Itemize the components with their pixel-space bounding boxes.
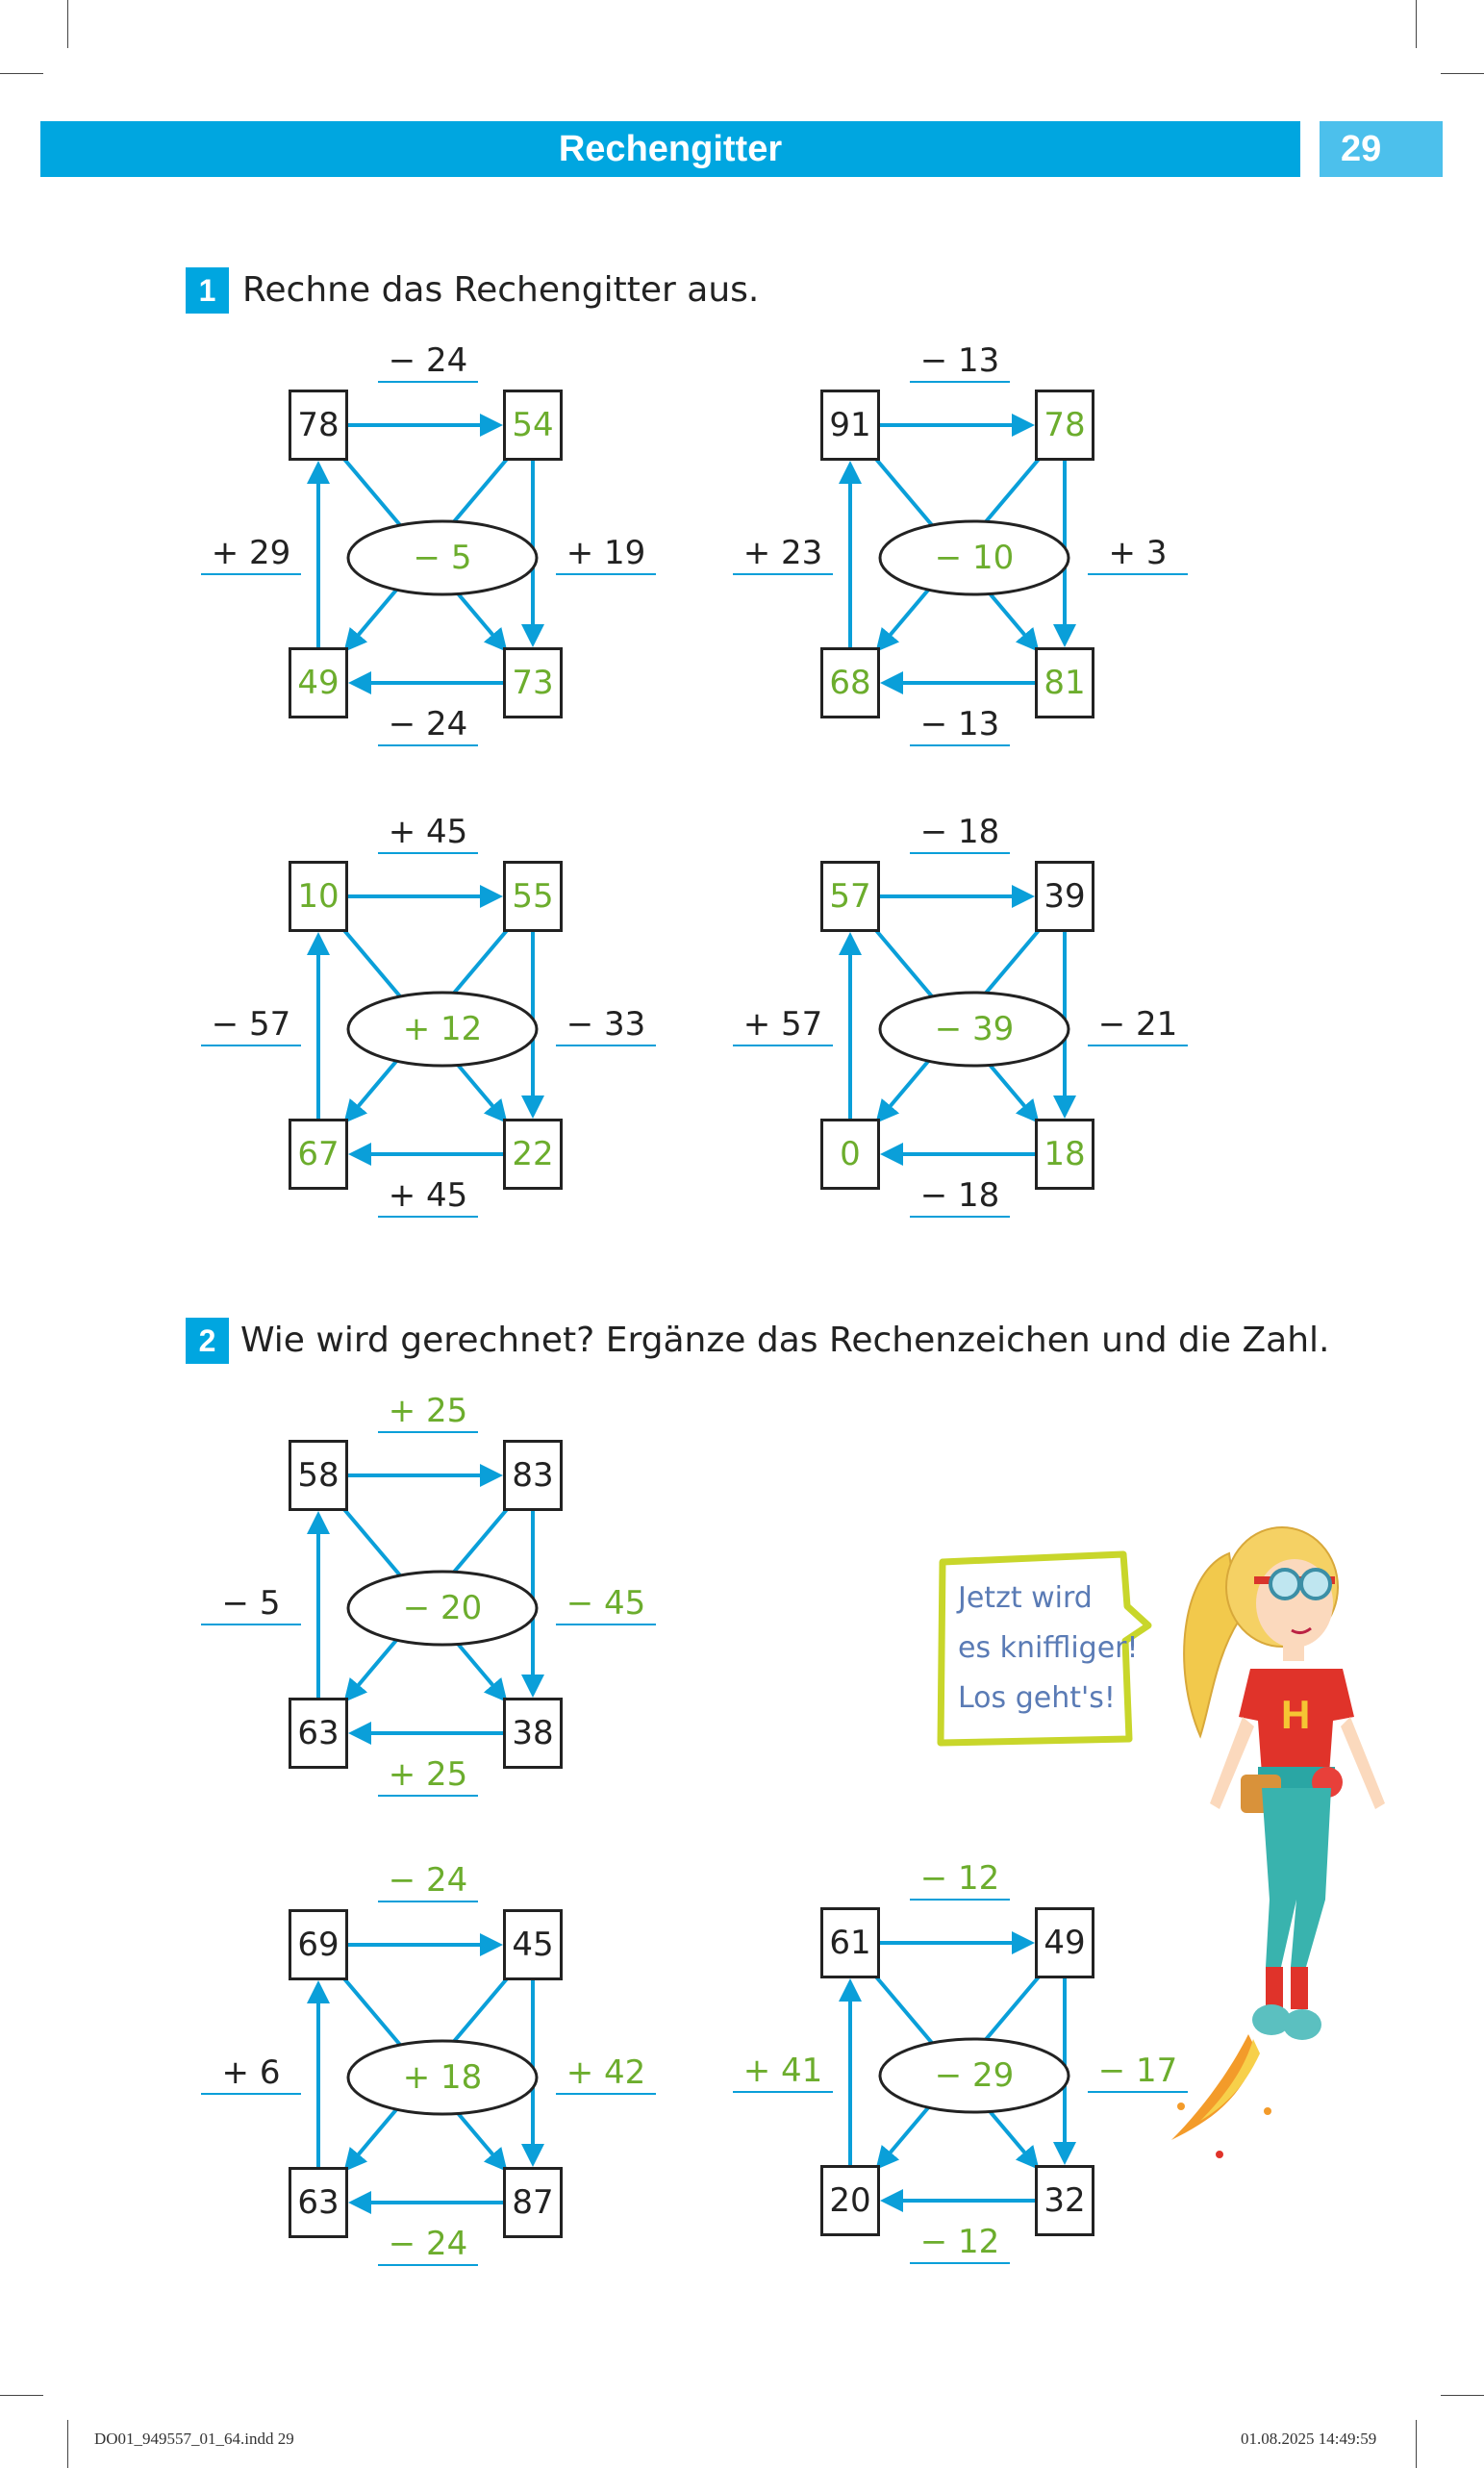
footer-file-label: DO01_949557_01_64.indd 29 [94,2430,294,2448]
number-box-bl: 63 [289,2167,348,2238]
right-operation-line: + 42 [556,2051,656,2095]
rechengitter-grid [729,1859,1229,2326]
number-box-tl: 61 [820,1907,880,1978]
girl-mascot-illustration [1162,1515,1421,2188]
task-1-number: 1 [186,267,229,314]
number-box-br: 32 [1035,2165,1094,2236]
crop-mark [0,2395,43,2396]
center-operation: − 39 [934,1010,1015,1048]
bottom-operation-line: − 18 [910,1173,1010,1218]
number-box-tl: 10 [289,861,348,932]
rechengitter-grid [729,813,1229,1279]
number-box-tl: 69 [289,1909,348,1980]
crop-mark [1441,2395,1484,2396]
crop-mark [1416,0,1417,48]
number-box-tr: 39 [1035,861,1094,932]
rechengitter-grid [197,1861,697,2328]
crop-mark [67,2420,68,2468]
task-2-instruction: Wie wird gerechnet? Ergänze das Rechenzeichen und die Zahl. [240,1321,1330,1360]
crop-mark [0,73,43,74]
number-box-bl: 63 [289,1698,348,1769]
number-box-tl: 78 [289,390,348,461]
center-operation: − 5 [413,539,472,577]
number-box-tl: 58 [289,1440,348,1511]
number-box-tr: 78 [1035,390,1094,461]
number-box-bl: 68 [820,647,880,718]
number-box-br: 38 [503,1698,563,1769]
footer-timestamp: 01.08.2025 14:49:59 [1241,2430,1377,2448]
number-box-br: 73 [503,647,563,718]
center-operation: − 10 [934,539,1015,577]
crop-mark [1441,73,1484,74]
top-operation-line: − 24 [378,339,478,383]
number-box-bl: 67 [289,1119,348,1190]
top-operation-line: − 18 [910,810,1010,854]
rechengitter-grid [197,1392,697,1858]
left-operation-line: + 41 [733,2049,833,2093]
number-box-tr: 45 [503,1909,563,1980]
number-box-bl: 0 [820,1119,880,1190]
rechengitter-grid [197,341,697,808]
speech-line: Los geht's! [958,1681,1116,1715]
right-operation-line: − 17 [1088,2049,1188,2093]
number-box-tr: 83 [503,1440,563,1511]
svg-text:H: H [1281,1692,1311,1737]
top-operation-line: + 45 [378,810,478,854]
bottom-operation-line: + 25 [378,1752,478,1797]
number-box-br: 81 [1035,647,1094,718]
left-operation-line: − 57 [201,1002,301,1046]
number-box-tl: 91 [820,390,880,461]
crop-mark [1416,2420,1417,2468]
center-operation: − 29 [934,2056,1015,2095]
number-box-bl: 49 [289,647,348,718]
bottom-operation-line: − 12 [910,2220,1010,2264]
rechengitter-grid [729,341,1229,808]
number-box-tr: 55 [503,861,563,932]
bottom-operation-line: + 45 [378,1173,478,1218]
task-2-number: 2 [186,1318,229,1364]
page-title-bar [40,121,1300,177]
number-box-br: 22 [503,1119,563,1190]
number-box-tr: 54 [503,390,563,461]
left-operation-line: − 5 [201,1581,301,1625]
number-box-bl: 20 [820,2165,880,2236]
right-operation-line: + 19 [556,531,656,575]
left-operation-line: + 23 [733,531,833,575]
number-box-br: 18 [1035,1119,1094,1190]
task-1-instruction: Rechne das Rechengitter aus. [242,270,760,310]
center-operation: + 12 [402,1010,483,1048]
top-operation-line: − 12 [910,1856,1010,1901]
top-operation-line: − 13 [910,339,1010,383]
top-operation-line: − 24 [378,1858,478,1902]
speech-line: Jetzt wird [958,1581,1093,1615]
number-box-tr: 49 [1035,1907,1094,1978]
right-operation-line: − 45 [556,1581,656,1625]
crop-mark [67,0,68,48]
left-operation-line: + 6 [201,2051,301,2095]
page-title: Rechengitter [558,128,783,169]
speech-bubble-text [958,1574,1150,1724]
left-operation-line: + 29 [201,531,301,575]
center-operation: + 18 [402,2058,483,2097]
speech-line: es kniffliger! [958,1631,1139,1665]
bottom-operation-line: − 24 [378,702,478,746]
right-operation-line: + 3 [1088,531,1188,575]
number-box-br: 87 [503,2167,563,2238]
rechengitter-grid [197,813,697,1279]
bottom-operation-line: − 24 [378,2222,478,2266]
right-operation-line: − 21 [1088,1002,1188,1046]
right-operation-line: − 33 [556,1002,656,1046]
center-operation: − 20 [402,1589,483,1627]
left-operation-line: + 57 [733,1002,833,1046]
number-box-tl: 57 [820,861,880,932]
bottom-operation-line: − 13 [910,702,1010,746]
top-operation-line: + 25 [378,1389,478,1433]
page-number: 29 [1320,121,1443,177]
